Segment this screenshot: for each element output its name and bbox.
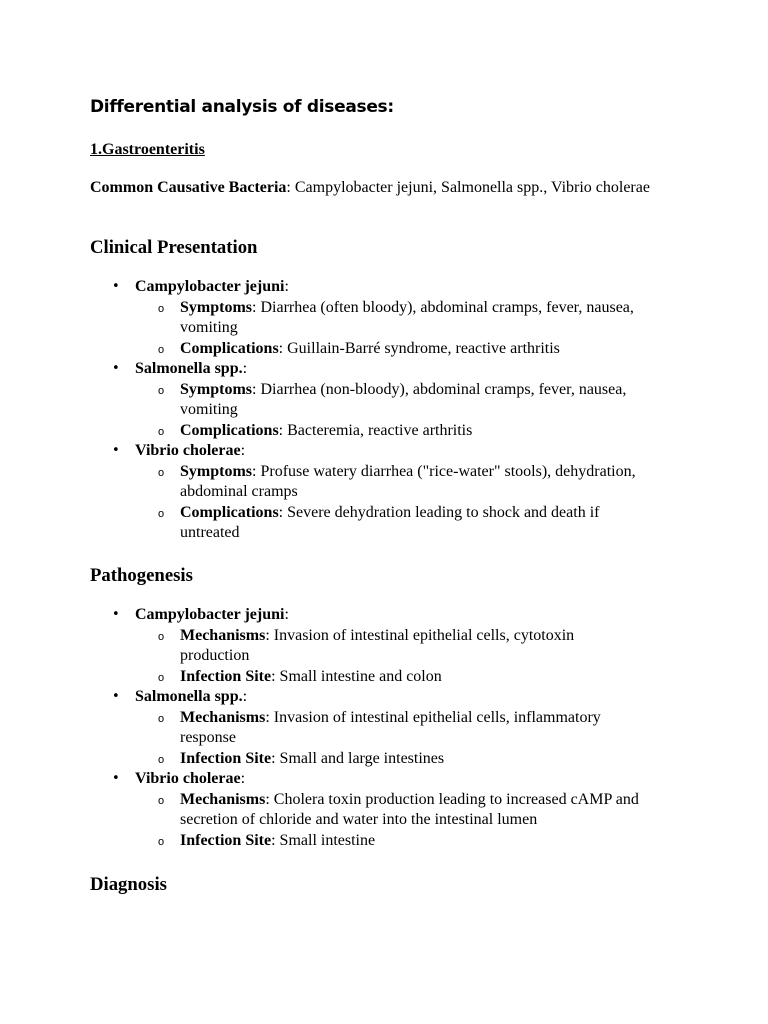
- list-item-detail: [135, 421, 640, 442]
- organism-name: Salmonella spp.: [135, 688, 243, 705]
- detail-text: : Invasion of intestinal epithelial cells, inflammatory response: [180, 708, 601, 746]
- detail-label: Complications: [180, 421, 279, 439]
- organism-suffix: :: [240, 442, 246, 459]
- clinical-presentation-heading: Clinical Presentation: [90, 237, 258, 258]
- pathogenesis-heading: Pathogenesis: [90, 565, 193, 586]
- pathogenesis-list: [90, 605, 690, 851]
- list-item-organism: [90, 359, 690, 441]
- organism-details: [135, 462, 690, 544]
- list-item-detail: [135, 626, 640, 667]
- detail-label: Complications: [180, 503, 279, 521]
- list-item-organism: [90, 769, 690, 851]
- detail-text: : Invasion of intestinal epithelial cells, cytotoxin production: [180, 626, 575, 664]
- detail-text: : Profuse watery diarrhea ("rice-water" stools), dehydration, abdominal cramps: [180, 462, 636, 500]
- detail-text: : Severe dehydration leading to shock and death if untreated: [180, 503, 600, 541]
- section-heading-gastroenteritis: 1.Gastroenteritis: [90, 141, 205, 158]
- detail-text: : Diarrhea (non-bloody), abdominal cramps, fever, nausea, vomiting: [180, 380, 627, 418]
- organism-details: [135, 380, 690, 442]
- list-item-detail: [135, 749, 640, 770]
- clinical-presentation-list: [90, 277, 690, 544]
- organism-name: Vibrio cholerae: [135, 442, 241, 459]
- organism-suffix: :: [240, 770, 246, 787]
- organism-details: [135, 708, 690, 770]
- detail-label: Infection Site: [180, 667, 272, 685]
- detail-label: Symptoms: [180, 380, 253, 398]
- organism-suffix: :: [242, 360, 248, 377]
- list-item-organism: [90, 441, 690, 544]
- causative-bacteria-label: Common Causative Bacteria: [90, 179, 287, 196]
- detail-label: Infection Site: [180, 831, 272, 849]
- list-item-detail: [135, 380, 640, 421]
- list-item-organism: [90, 605, 690, 687]
- list-item-organism: [90, 687, 690, 769]
- list-item-detail: [135, 462, 640, 503]
- detail-label: Mechanisms: [180, 790, 266, 808]
- list-item-detail: [135, 708, 640, 749]
- list-item-detail: [135, 667, 640, 688]
- organism-suffix: :: [284, 278, 289, 295]
- detail-label: Symptoms: [180, 298, 253, 316]
- detail-label: Symptoms: [180, 462, 253, 480]
- detail-label: Mechanisms: [180, 708, 266, 726]
- list-item-detail: [135, 790, 640, 831]
- organism-details: [135, 790, 690, 852]
- detail-text: : Small and large intestines: [271, 749, 445, 767]
- list-item-detail: [135, 298, 640, 339]
- list-item-detail: [135, 339, 640, 360]
- organism-suffix: :: [284, 606, 289, 623]
- diagnosis-heading: Diagnosis: [90, 874, 167, 895]
- organism-name: Campylobacter jejuni: [135, 606, 285, 623]
- detail-label: Infection Site: [180, 749, 272, 767]
- detail-text: : Cholera toxin production leading to increased cAMP and secretion of chloride and water into the intestinal lumen: [180, 790, 639, 828]
- organism-name: Vibrio cholerae: [135, 770, 241, 787]
- causative-bacteria-paragraph: [90, 178, 670, 199]
- list-item-organism: [90, 277, 690, 359]
- organism-name: Salmonella spp.: [135, 360, 243, 377]
- document-title: Differential analysis of diseases:: [90, 97, 394, 117]
- detail-text: : Guillain-Barré syndrome, reactive arthritis: [278, 339, 560, 357]
- list-item-detail: [135, 831, 640, 852]
- detail-text: : Small intestine and colon: [271, 667, 442, 685]
- organism-details: [135, 626, 690, 688]
- detail-label: Mechanisms: [180, 626, 266, 644]
- detail-text: : Bacteremia, reactive arthritis: [278, 421, 473, 439]
- list-item-detail: [135, 503, 640, 544]
- detail-text: : Diarrhea (often bloody), abdominal cramps, fever, nausea, vomiting: [180, 298, 634, 336]
- causative-bacteria-text: : Campylobacter jejuni, Salmonella spp., Vibrio cholerae: [286, 179, 650, 196]
- organism-name: Campylobacter jejuni: [135, 278, 285, 295]
- detail-label: Complications: [180, 339, 279, 357]
- organism-details: [135, 298, 690, 360]
- organism-suffix: :: [242, 688, 248, 705]
- detail-text: : Small intestine: [271, 831, 376, 849]
